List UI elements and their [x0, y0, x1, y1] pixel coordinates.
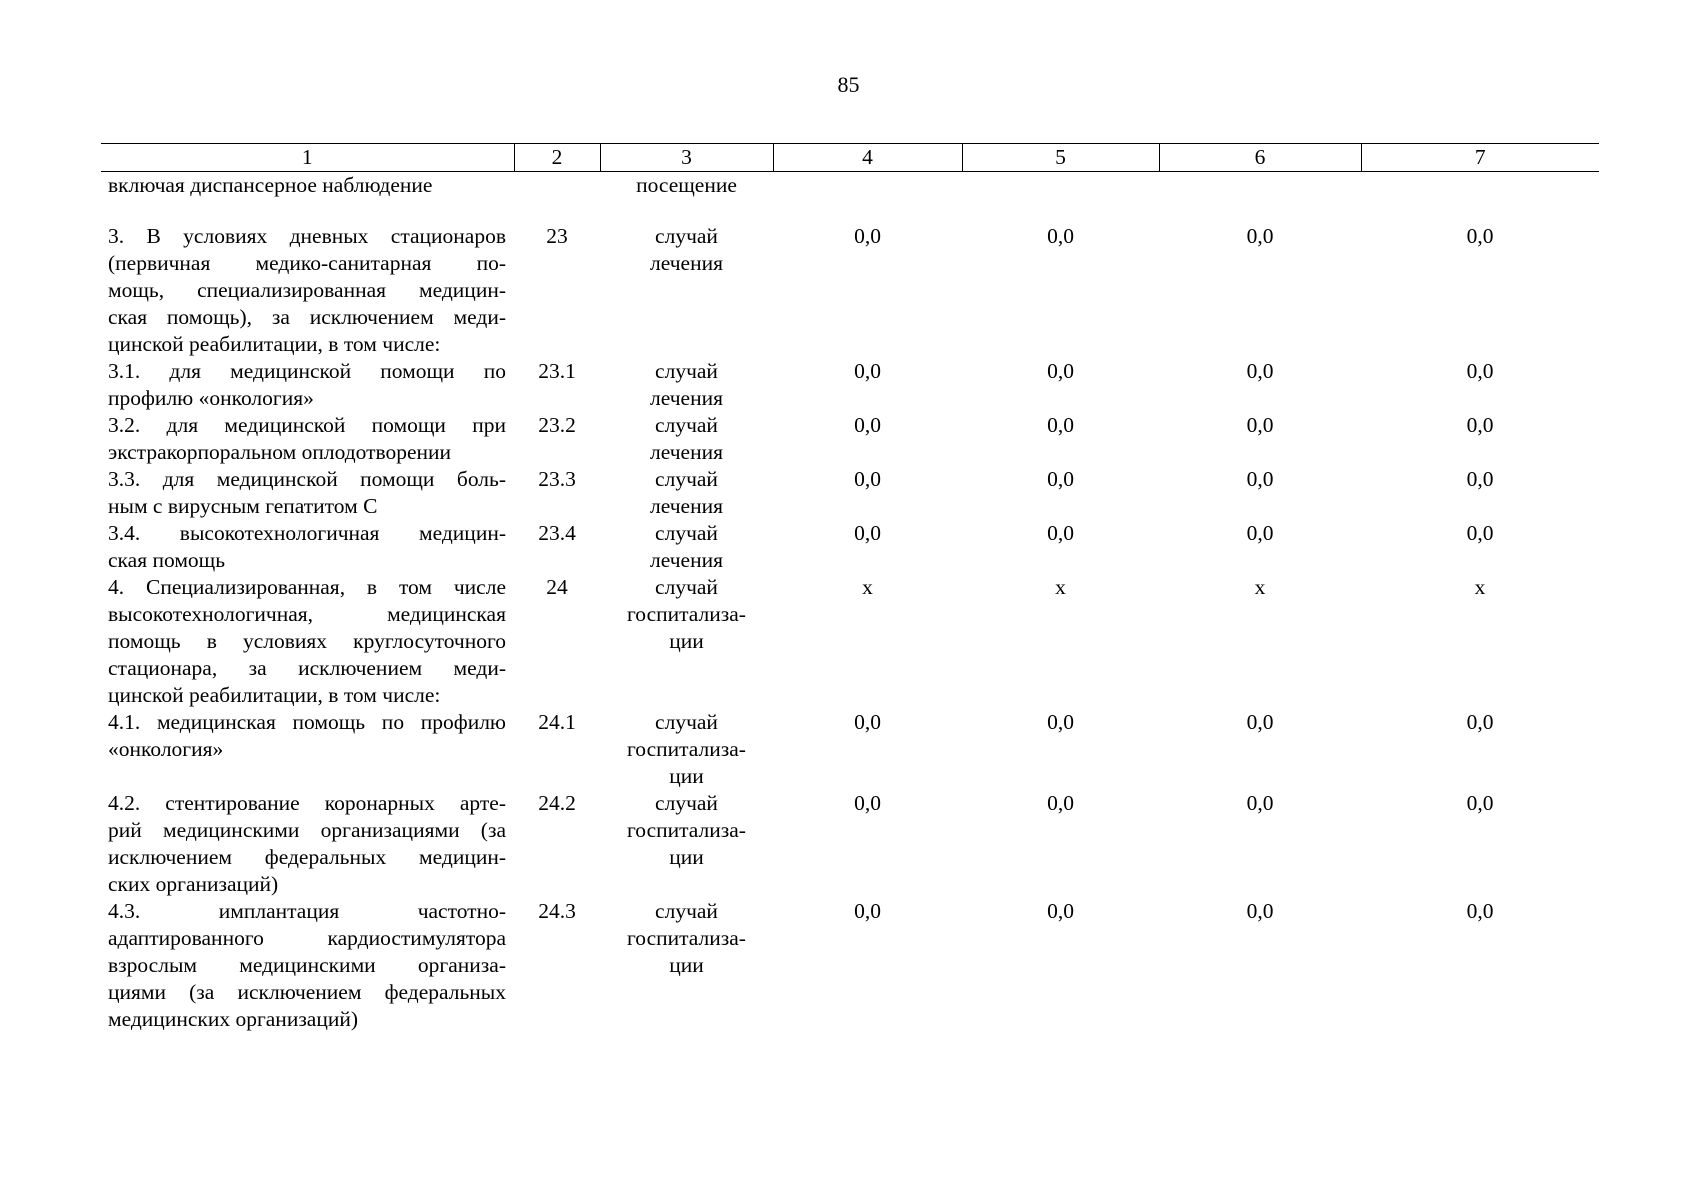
row-value-7: х — [1474, 575, 1486, 599]
row-value-7: 0,0 — [1466, 791, 1494, 815]
row-name-line: адаптированного кардиостимулятора — [108, 926, 506, 950]
row-unit — [600, 223, 773, 358]
row-name-line: 4.2. стентирование коронарных арте- — [108, 791, 506, 815]
row-unit-line: случай — [655, 710, 718, 734]
column-header: 2 — [514, 144, 600, 172]
row-unit — [600, 709, 773, 790]
row-name — [101, 466, 514, 520]
row-value-5: 0,0 — [1047, 413, 1074, 437]
table-row — [101, 790, 1599, 898]
row-unit-line: госпитализа- — [627, 818, 746, 842]
column-header: 3 — [600, 144, 773, 172]
row-unit-line: ции — [669, 953, 704, 977]
row-name-line: 4. Специализированная, в том числе — [108, 575, 506, 599]
row-value-6: 0,0 — [1246, 413, 1274, 437]
row-value-4: 0,0 — [854, 791, 881, 815]
row-value-5: 0,0 — [1047, 899, 1074, 923]
row-code: 24 — [546, 575, 568, 599]
row-value-4: 0,0 — [854, 710, 881, 734]
row-name-line: 3.1. для медицинской помощи по — [108, 359, 506, 383]
row-name — [101, 172, 514, 200]
row-name-line: цинской реабилитации, в том числе: — [108, 683, 441, 707]
row-value-7: 0,0 — [1466, 467, 1494, 491]
row-name-line: ская помощь — [108, 548, 226, 572]
row-unit-line: лечения — [650, 494, 723, 518]
row-name — [101, 790, 514, 898]
column-header: 5 — [962, 144, 1159, 172]
row-value-5: х — [1055, 575, 1066, 599]
row-spacer-cell — [101, 199, 1599, 223]
row-unit-line: случай — [655, 224, 718, 248]
row-value-5: 0,0 — [1047, 359, 1074, 383]
row-unit-line: лечения — [650, 251, 723, 275]
row-name-line: высокотехнологичная, медицинская — [108, 602, 506, 626]
row-code: 24.3 — [538, 899, 576, 923]
row-unit-line: ции — [669, 629, 704, 653]
row-code: 23.3 — [538, 467, 576, 491]
table-row — [101, 223, 1599, 358]
column-header: 6 — [1159, 144, 1361, 172]
row-unit — [600, 412, 773, 466]
data-table — [101, 143, 1599, 1033]
table-row — [101, 709, 1599, 790]
page-number: 85 — [837, 72, 860, 97]
row-value-4 — [773, 172, 962, 200]
row-name-line: 4.1. медицинская помощь по профилю — [108, 710, 506, 734]
row-value-5: 0,0 — [1047, 521, 1074, 545]
row-name — [101, 709, 514, 790]
column-header: 4 — [773, 144, 962, 172]
row-name — [101, 898, 514, 1033]
row-name-line: 4.3. имплантация частотно- — [108, 899, 506, 923]
row-value-5 — [962, 172, 1159, 200]
row-unit-line: случай — [655, 791, 718, 815]
row-name — [101, 574, 514, 709]
row-value-5: 0,0 — [1047, 467, 1074, 491]
column-header: 7 — [1361, 144, 1599, 172]
row-unit — [600, 790, 773, 898]
row-value-5: 0,0 — [1047, 224, 1074, 248]
row-value-5: 0,0 — [1047, 710, 1074, 734]
row-name-line: (первичная медико-санитарная по- — [108, 251, 506, 275]
row-name-line: 3.4. высокотехнологичная медицин- — [108, 521, 506, 545]
table-row — [101, 574, 1599, 709]
row-unit-line: лечения — [650, 386, 723, 410]
row-value-4: 0,0 — [854, 899, 881, 923]
row-value-7: 0,0 — [1466, 521, 1494, 545]
row-name — [101, 358, 514, 412]
row-name-line: ным с вирусным гепатитом С — [108, 494, 378, 518]
row-value-7: 0,0 — [1466, 413, 1494, 437]
row-value-7: 0,0 — [1466, 359, 1494, 383]
row-name-line: ская помощь), за исключением меди- — [108, 305, 506, 329]
row-code — [514, 172, 600, 200]
table-row — [101, 520, 1599, 574]
row-name-line: ских организаций) — [108, 872, 279, 896]
row-unit-line: госпитализа- — [627, 737, 746, 761]
row-value-6: х — [1254, 575, 1266, 599]
row-name-line: включая диспансерное наблюдение — [108, 173, 433, 197]
row-code: 24.1 — [538, 710, 576, 734]
row-value-6: 0,0 — [1246, 791, 1274, 815]
row-name-line: циями (за исключением федеральных — [108, 980, 506, 1004]
row-value-6: 0,0 — [1246, 467, 1274, 491]
row-unit-line: лечения — [650, 440, 723, 464]
row-code: 23 — [546, 224, 568, 248]
row-name-line: 3. В условиях дневных стационаров — [108, 224, 506, 248]
table-body — [101, 172, 1599, 1034]
row-unit-line: ции — [669, 845, 704, 869]
row-unit-line: посещение — [636, 173, 737, 197]
row-name-line: 3.2. для медицинской помощи при — [108, 413, 506, 437]
row-unit — [600, 358, 773, 412]
column-header: 1 — [101, 144, 514, 172]
row-unit-line: случай — [655, 899, 718, 923]
row-value-6: 0,0 — [1246, 521, 1274, 545]
row-name-line: взрослым медицинскими организа- — [108, 953, 506, 977]
row-code: 23.1 — [538, 359, 576, 383]
row-value-6: 0,0 — [1246, 224, 1274, 248]
row-value-4: х — [862, 575, 873, 599]
row-unit — [600, 466, 773, 520]
row-name — [101, 412, 514, 466]
row-code: 24.2 — [538, 791, 576, 815]
row-name-line: помощь в условиях круглосуточного — [108, 629, 506, 653]
table-row — [101, 172, 1599, 200]
row-value-6: 0,0 — [1246, 899, 1274, 923]
row-name-line: «онкология» — [108, 737, 224, 761]
row-name-line: экстракорпоральном оплодотворении — [108, 440, 452, 464]
row-value-7: 0,0 — [1466, 899, 1494, 923]
row-value-6: 0,0 — [1246, 359, 1274, 383]
row-name — [101, 223, 514, 358]
row-unit-line: лечения — [650, 548, 723, 572]
row-value-7 — [1361, 172, 1599, 200]
row-unit-line: случай — [655, 359, 718, 383]
row-code: 23.2 — [538, 413, 576, 437]
row-name-line: мощь, специализированная медицин- — [108, 278, 506, 302]
row-name-line: рий медицинскими организациями (за — [108, 818, 506, 842]
row-name-line: стационара, за исключением меди- — [108, 656, 506, 680]
row-value-7: 0,0 — [1466, 224, 1494, 248]
row-unit — [600, 172, 773, 200]
row-unit — [600, 898, 773, 1033]
row-value-4: 0,0 — [854, 224, 881, 248]
row-unit-line: случай — [655, 575, 718, 599]
table-row — [101, 358, 1599, 412]
row-unit-line: госпитализа- — [627, 926, 746, 950]
table-row — [101, 466, 1599, 520]
row-value-4: 0,0 — [854, 521, 881, 545]
row-unit — [600, 520, 773, 574]
row-name-line: 3.3. для медицинской помощи боль- — [108, 467, 506, 491]
row-value-6: 0,0 — [1246, 710, 1274, 734]
row-value-7: 0,0 — [1466, 710, 1494, 734]
row-unit-line: ции — [669, 764, 704, 788]
row-value-4: 0,0 — [854, 467, 881, 491]
row-value-4: 0,0 — [854, 413, 881, 437]
row-unit-line: случай — [655, 521, 718, 545]
row-unit-line: госпитализа- — [627, 602, 746, 626]
table-header — [101, 144, 1599, 172]
row-unit-line: случай — [655, 413, 718, 437]
table-row — [101, 898, 1599, 1033]
row-name — [101, 520, 514, 574]
table-row — [101, 412, 1599, 466]
row-value-5: 0,0 — [1047, 791, 1074, 815]
row-unit — [600, 574, 773, 709]
row-name-line: цинской реабилитации, в том числе: — [108, 332, 441, 356]
row-name-line: медицинских организаций) — [108, 1007, 359, 1031]
row-spacer — [101, 199, 1599, 223]
row-unit-line: случай — [655, 467, 718, 491]
row-name-line: исключением федеральных медицин- — [108, 845, 506, 869]
row-value-6 — [1159, 172, 1361, 200]
row-code: 23.4 — [538, 521, 576, 545]
row-name-line: профилю «онкология» — [108, 386, 314, 410]
row-value-4: 0,0 — [854, 359, 881, 383]
